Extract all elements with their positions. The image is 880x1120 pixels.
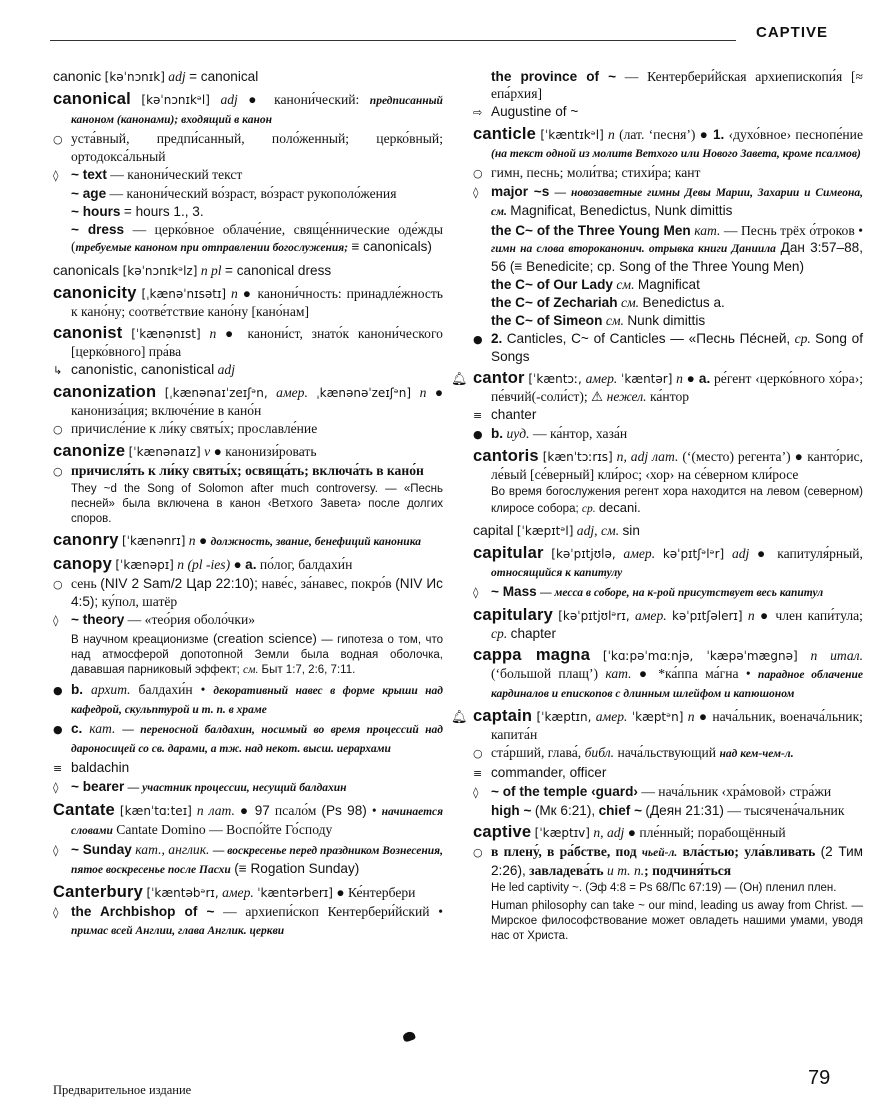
note: парадное облачение кардиналов и епископов с длинным шлейфом и капюшоном — [491, 669, 864, 700]
sense-bullet-icon: ● — [213, 444, 222, 459]
headword: canonic — [53, 68, 102, 84]
headword: cantor — [473, 369, 525, 387]
label: кат. — [89, 721, 116, 736]
definition: член капи́тула; — [775, 608, 863, 623]
see-label: см. — [605, 313, 624, 328]
part-of-speech: n — [608, 127, 615, 142]
sense-bullet-icon: ● — [53, 684, 63, 697]
diamond-icon: ◊ — [473, 786, 479, 799]
entry-cappa-magna: cappa magna [ˈkɑːpəˈmɑːnjə, ˈkæpəˈmægnə] n итал. (‘большой плащ’) кат. ● *ка́ппа ма́гна • парадное облачение кардиналов и епископов с длинным шлейфом и капюшоном — [473, 646, 864, 700]
part-of-speech: n, adj — [593, 825, 625, 840]
note: — переносной балдахин, носимый во время процессий над дароносицей со св. дарами, а тж. над некот. высш. иерархами — [71, 724, 443, 755]
headword: canonize — [53, 442, 126, 460]
pronunciation: [ˈkɑːpəˈmɑːnjə, ˈkæpəˈmægnə] — [602, 649, 798, 663]
bible-ref: (2 Тим 2:26), — [491, 844, 864, 878]
definition: ре́гент ‹церко́вного хо́ра›; пе́вчий(-соли́ст); — [491, 371, 864, 404]
page-number: 79 — [808, 1067, 831, 1089]
synonyms: завладева́ть — [529, 863, 604, 878]
part-of-speech: n — [209, 326, 217, 341]
label-amer: амер. — [585, 371, 618, 386]
example-text: В научном креационизме — [71, 634, 209, 646]
headword: canonicals — [53, 262, 120, 278]
headword: canonicity — [53, 284, 137, 302]
pronunciation-amer: kəˈpɪtʃᵊlᵊr] — [662, 547, 725, 561]
part-of-speech: n — [188, 533, 196, 548]
latin-phrase: Cantate Domino — [116, 822, 206, 837]
equivalent: (≡ Rogation Sunday) — [234, 861, 360, 876]
note: чьей-л. — [641, 847, 678, 859]
idiom-term: the province of ~ — [491, 69, 617, 84]
bible-ref: (NIV Ис 4:5); — [71, 576, 443, 609]
sense-label: a. — [698, 371, 711, 386]
label-amer: амер. — [276, 385, 308, 400]
example-text: Во время богослужения регент хора находится на левом (северном) клиросе собора; — [491, 486, 863, 515]
headword: capitular — [473, 544, 544, 562]
equivalent: commander, officer — [491, 765, 607, 780]
sense-label: b. — [71, 682, 84, 697]
usage-example: Human philosophy can take ~ our mind, leading us away from Christ. — Мирское философствование может овладеть нашими умами, уводя нас от Христа. — [491, 900, 863, 942]
entry-capital — [473, 522, 863, 540]
idiom-def: — «тео́рия оболо́чки» — [127, 612, 256, 627]
pronunciation: [ˌkænəˈnɪsətɪ] — [141, 287, 227, 301]
idiom-term: ~ hours — [71, 204, 121, 219]
entry-cantoris — [473, 448, 863, 517]
cf-label: ср. — [491, 626, 508, 641]
diamond-icon: ◊ — [473, 186, 479, 199]
part-of-speech: v — [204, 444, 211, 459]
note: (на текст одной из молитв Ветхого или Нового Завета, кроме псалмов) — [491, 148, 861, 160]
usage-example — [473, 485, 863, 517]
label-amer: амер. — [634, 608, 667, 623]
idiom-def: — Песнь трёх о́троков — [723, 223, 855, 238]
bible-ref: (NIV 2 Sam/2 Цар 22:10); — [100, 576, 258, 591]
definition: пле́нный; порабощённый — [639, 825, 786, 840]
equals-icon: ≡ — [53, 762, 63, 775]
pronunciation: [kəˈnɔnɪkᵊl] — [141, 93, 210, 107]
synonyms: в плену́, в ра́бстве, под — [491, 844, 637, 859]
sense-bullet-icon: ● — [53, 723, 63, 736]
label-amer: амер. — [222, 885, 254, 900]
idiom-def: — тысячена́чальник — [727, 803, 845, 818]
pronunciation: [kəˈpɪtjʊlə, — [551, 547, 616, 561]
part-of-speech: adj — [731, 546, 750, 561]
idiom-def: — участник процессии, несущий балдахин — [127, 782, 347, 794]
part-of-speech: adj — [217, 362, 235, 377]
sense-bullet-icon: ● — [239, 803, 250, 818]
pronunciation: [ˈkæntəbᵊrɪ, — [146, 886, 219, 900]
pronunciation: [ˈkæptɪn, — [536, 710, 592, 724]
diamond-icon: ◊ — [473, 586, 479, 599]
part-of-speech: n — [231, 286, 238, 301]
headword: canopy — [53, 555, 112, 573]
sense-label: b. — [491, 426, 504, 441]
warning-icon: ⚠ — [591, 389, 604, 404]
idiom-term: ~ theory — [71, 612, 125, 627]
cf-label: ср. — [581, 503, 596, 515]
etc-label: и т. п. — [607, 863, 645, 878]
circle-icon: ○ — [53, 465, 63, 478]
equivalent: baldachin — [71, 760, 130, 775]
cf-label: ср. — [794, 331, 811, 346]
synonyms: причисле́ние к ли́ку святы́х; прославле́ние — [71, 421, 318, 436]
idiom-def: — канони́ческий во́зраст, во́зраст рукополо́жения — [109, 186, 397, 201]
cross-reference: chapter — [510, 626, 556, 641]
diamond-icon: ◊ — [53, 781, 59, 794]
example-term: (creation science) — [212, 631, 317, 646]
pronunciation: [ˈkænənɪst] — [131, 327, 201, 341]
pronunciation: [kəˈnɔnɪk] — [104, 70, 165, 84]
definition: — ка́нтор, хаза́н — [532, 426, 628, 441]
cross-reference: Nunk dimittis — [627, 313, 706, 328]
label-amer: амер. — [623, 546, 656, 561]
left-column — [53, 68, 443, 945]
label: архит. — [91, 682, 131, 697]
headword: captain — [473, 707, 533, 725]
pronunciation-amer: ˈkæntər] — [621, 372, 673, 386]
pronunciation-amer: ˈkæntərberɪ] — [257, 886, 333, 900]
label-amer: амер. — [595, 709, 628, 724]
note: начинается словами — [71, 806, 444, 837]
pronunciation-amer: kəˈpɪtʃəlerɪ] — [671, 609, 743, 623]
idiom-def: — Кентербери́йская архиепископи́я [≈ епа́рхия] — [491, 69, 863, 101]
edition-note: Предварительное издание — [53, 1083, 192, 1097]
entry-capitular — [473, 545, 863, 602]
label: кат. — [605, 666, 632, 681]
see-arrow-icon: ⇨ — [473, 106, 483, 119]
etymology: (‘(место) регента’) — [682, 449, 791, 464]
label: итал. — [830, 648, 863, 663]
idiom-term: the C~ of the Three Young Men — [491, 223, 691, 238]
header-rule — [50, 40, 736, 41]
pronunciation: [ˈkæntɪkᵊl] — [540, 128, 604, 142]
part-of-speech: n — [419, 385, 427, 400]
part-of-speech: n, adj — [616, 449, 649, 464]
pronunciation: [kænˈtɑːteɪ] — [119, 804, 192, 818]
headword: capital — [473, 522, 514, 538]
synonyms: нача́льствующий — [617, 745, 717, 760]
circle-icon: ○ — [473, 846, 483, 859]
idiom-term: ~ dress — [71, 222, 125, 237]
sense-bullet-icon: ● — [199, 533, 208, 548]
idiom-term: ~ Sunday — [71, 842, 132, 857]
entry-canonical: canonical [kəˈnɔnɪkᵊl] adj ● канони́ческий: предписанный каноном (канонами); входящий в канон ○ уста́вный, предпи́санный, поло́женный; церко́вный; ортодокса́льный ◊ ~ text — канони́ческий текст ~ age — канони́ческий во́зраст, во́зраст рукополо́жения ~ hours = hours 1., 3. ~ dress — церко́вное облаче́ние, свяще́ннические оде́жды (требуемые каноном при отправлении богослужения; ≡ canonicals) — [53, 90, 443, 254]
bible-ref: Быт 1:7, 2:6, 7:11. — [261, 664, 356, 676]
circle-icon: ○ — [473, 167, 483, 180]
cross-reference: Benedictus a. — [642, 295, 725, 310]
plural-form: (pl -ies) — [187, 557, 231, 572]
diamond-icon: ◊ — [53, 906, 59, 919]
note: — новозаветные гимны Девы Марии, Захарии и Симеона, см. — [491, 187, 863, 218]
bible-ref: (Деян 21:31) — [645, 803, 724, 818]
translation: — Воспо́йте Го́споду — [209, 822, 333, 837]
cross-reference: Дан 3:57–88, 56 (≡ Benedicite; ср. Song of the Three Young Men) — [491, 240, 863, 274]
bell-icon: 🔔︎ — [451, 709, 468, 724]
label: лат. — [652, 449, 679, 464]
headword: canonical — [53, 90, 131, 108]
idiom-term: the C~ of Our Lady — [491, 277, 613, 292]
idiom-term: ~ bearer — [71, 779, 125, 794]
sense-bullet-icon: ● — [233, 557, 242, 572]
headword: Cantate — [53, 801, 115, 819]
circle-icon: ○ — [53, 133, 63, 146]
usage-example: He led captivity ~. (Эф 4:8 = Ps 68/Пс 67:19) — (Он) пленил плен. — [491, 882, 837, 894]
pronunciation: [ˈkænənrɪ] — [122, 534, 186, 548]
note: требуемые каноном при отправлении богослужения; — [75, 242, 349, 254]
synonyms: ста́рший, глава́, — [491, 745, 582, 760]
sense-label: 2. — [491, 331, 503, 346]
note: гимн на слова второканонич. отрывка книги Даниила — [491, 243, 776, 255]
circle-icon: ○ — [53, 423, 63, 436]
headword: canonry — [53, 531, 119, 549]
part-of-speech: n — [747, 608, 755, 623]
synonyms: ; подчиня́ться — [644, 863, 732, 878]
sense-label: c. — [71, 721, 83, 736]
cross-reference: Magnificat, Benedictus, Nunk dimittis — [510, 203, 733, 218]
sense-bullet-icon: ● — [473, 333, 483, 346]
idiom-def: — канони́ческий текст — [110, 167, 243, 182]
synonym: ку́пол, шатёр — [101, 594, 178, 609]
definition: канони́ст, знато́к канони́ческого [церко́вного] пра́ва — [71, 326, 443, 359]
entry-canterbury: Canterbury [ˈkæntəbᵊrɪ, амер. ˈkæntərberɪ] ● Ке́нтербери ◊ the Archbishop of ~ — архиепи́скоп Кентербери́йский • примас всей Англии, глава Англик. церкви — [53, 883, 443, 937]
pronunciation: [kəˈpɪtjʊlᵊrɪ, — [558, 609, 630, 623]
pronunciation: [kænˈtɔːrɪs] — [542, 450, 613, 464]
derivatives: canonistic, canonistical — [71, 361, 215, 377]
pronunciation: [ˈkænəpɪ] — [115, 558, 174, 572]
synonym: наве́с, за́навес, покро́в — [261, 576, 392, 591]
equivalent: chanter — [491, 407, 537, 422]
entry-cantor — [451, 369, 864, 443]
definition: Canticles, C~ of Canticles — «Песнь Пе́сней, — [506, 331, 791, 346]
cross-reference: decani. — [598, 500, 641, 515]
label: библ. — [584, 745, 615, 760]
synonyms: причисля́ть к ли́ку святы́х; освяща́ть; включа́ть в кано́н — [71, 463, 424, 478]
headword: cappa magna — [473, 646, 591, 664]
usage-example — [53, 631, 443, 678]
entry-canonic — [53, 68, 443, 86]
derivative-icon: ↳ — [53, 364, 63, 377]
sense-bullet-icon: ● — [698, 709, 709, 724]
entry-canonization — [53, 384, 443, 438]
idiom-term: ~ Mass — [491, 584, 537, 599]
running-head: CAPTIVE — [755, 24, 828, 41]
part-of-speech: n — [687, 709, 695, 724]
circle-icon: ○ — [473, 747, 483, 760]
note: декоративный навес в форме крыши над кафедрой, скульптурой и т. п. в храме — [71, 685, 443, 716]
pronunciation-amer: ˌkænənəˈzeɪʃᵊn] — [316, 386, 412, 400]
idiom-term: major ~s — [491, 184, 550, 199]
sense-bullet-icon: ● — [794, 449, 804, 464]
sense-bullet-icon: ● — [473, 428, 483, 441]
definition: должность, звание, бенефиций каноника — [210, 536, 421, 548]
cross-reference: sin — [622, 523, 640, 538]
definition: *ка́ппа ма́гна — [658, 666, 739, 681]
part-of-speech: adj — [168, 69, 186, 84]
diamond-icon: ◊ — [53, 844, 59, 857]
sense-bullet-icon: ● — [757, 546, 770, 561]
note: предписанный каноном (канонами); входящий в канон — [71, 95, 443, 126]
label: кат., англик. — [135, 842, 210, 857]
idiom-term: the C~ of Zechariah — [491, 295, 618, 310]
idiom-term: ~ text — [71, 167, 107, 182]
definition: псало́м — [274, 803, 317, 818]
sense-bullet-icon: ● — [638, 666, 651, 681]
idiom-def: — церко́вное облаче́ние, свяще́ннические оде́жды — [132, 222, 443, 237]
sense-label: a. — [245, 557, 257, 572]
definition: по́лог, балдахи́н — [259, 557, 353, 572]
idiom-def: = hours 1., 3. — [123, 204, 204, 219]
synonyms: вла́стью; ула́вливать — [682, 844, 816, 859]
definition: нача́льник, военача́льник; капита́н — [491, 709, 863, 742]
definition: канонизи́ровать — [225, 444, 317, 459]
diamond-icon: ◊ — [53, 614, 59, 627]
entry-captain — [451, 707, 863, 819]
definition: = canonical — [189, 69, 259, 84]
idiom-def: — нача́льник ‹хра́мовой› стра́жи — [641, 784, 832, 799]
label: иуд. — [506, 426, 530, 441]
synonyms: гимн, песнь; моли́тва; стихи́ра; кант — [491, 165, 701, 180]
pronunciation: [ˈkæpɪtᵊl] — [516, 524, 574, 538]
circle-icon: ○ — [53, 578, 63, 591]
definition: капитуля́рный, — [777, 546, 863, 561]
part-of-speech: n pl — [200, 263, 222, 278]
definition: ‹духо́вное› песнопе́ние — [728, 127, 863, 142]
headword: capitulary — [473, 606, 553, 624]
entry-capitulary — [473, 607, 863, 642]
pronunciation-amer: ˈkæptᵊn] — [631, 710, 684, 724]
entry-canterbury-continued — [473, 68, 863, 121]
definition: канони́чность: принадле́жность к кано́ну; соотве́тствие кано́ну [кано́нам] — [71, 286, 443, 319]
note: — месса в соборе, на к-рой присутствует весь капитул — [540, 587, 824, 599]
sense-bullet-icon: ● — [225, 326, 239, 341]
example-text: — гипотеза о том, что над атмосферой допотопной Земли была водная оболочка, дававшая парниковый эффект; — [71, 634, 443, 676]
etymology: (лат. ‘песня’) — [619, 127, 696, 142]
bell-icon: 🔔︎ — [451, 371, 468, 386]
idiom-term: chief ~ — [598, 803, 643, 818]
definition: ка́нтор — [649, 389, 690, 404]
idiom-def: — архиепи́скоп Кентербери́йский — [223, 904, 430, 919]
pronunciation: [ˌkænənaɪˈzeɪʃᵊn, — [164, 386, 268, 400]
part-of-speech: n — [676, 371, 683, 386]
idiom-term: ~ age — [71, 186, 107, 201]
definition: канони́ческий: — [274, 92, 360, 107]
entry-canopy: canopy [ˈkænəpɪ] n (pl -ies) ● a. по́лог, балдахи́н ○ сень (NIV 2 Sam/2 Цар 22:10); наве́с, за́навес, покро́в (NIV Ис 4:5); ку́пол, шатёр ◊ ~ theory — «тео́рия оболо́чки» В научном креационизме (creation science) — гипотеза о том, что над атмосферой допотопной Земли была водная оболочка, дававшая парниковый эффект; см. Быт 1:7, 2:6, 7:11. ● b. архит. балдахи́н • декоративный навес в форме крыши над кафедрой, скульптурой и т. п. в храме ● c. кат. — переносной балдахин, носимый во время процессий над дароносицей со св. дарами, а тж. над некот. высш. иерархами ≡ baldachin ◊ ~ bearer — участник процессии, несущий балдахин — [53, 555, 443, 794]
sense-bullet-icon: ● — [242, 286, 253, 301]
label: кат. — [694, 223, 721, 238]
cross-reference: Song of Songs — [491, 331, 863, 364]
entry-cantate: Cantate [kænˈtɑːteɪ] n лат. ● 97 псало́м (Ps 98) • начинается словами Cantate Domino — Воспо́йте Го́споду ◊ ~ Sunday кат., англик. — воскресенье перед праздником Вознесения, пятое воскресенье после Пасхи (≡ Rogation Sunday) — [53, 801, 444, 876]
sense-bullet-icon: ● — [434, 385, 444, 400]
equals-icon: ≡ — [473, 767, 483, 780]
synonyms: уста́вный, предпи́санный, поло́женный; церко́вный; ортодокса́льный — [71, 131, 443, 164]
headword: cantoris — [473, 447, 539, 465]
idiom-term: the Archbishop of ~ — [71, 904, 215, 919]
running-header — [50, 24, 828, 44]
sense-bullet-icon: ● — [686, 371, 696, 386]
pronunciation: [ˈkæptɪv] — [534, 826, 590, 840]
part-of-speech: n — [196, 803, 204, 818]
definition: канониза́ция; включе́ние в кано́н — [71, 403, 262, 418]
right-column — [451, 68, 864, 949]
see-label: см. — [616, 277, 635, 292]
part-of-speech: adj — [220, 92, 238, 107]
idiom-term: ~ of the temple ‹guard› — [491, 784, 638, 799]
bible-ref: (Мк 6:21), — [534, 803, 596, 818]
headword: canticle — [473, 125, 537, 143]
diamond-icon: ◊ — [53, 169, 59, 182]
note: относящийся к капитулу — [491, 567, 623, 579]
note: над кем-чем-л. — [719, 748, 794, 760]
note: примас всей Англии, глава Англик. церкви — [71, 925, 285, 937]
pronunciation: [kəˈnɔnɪkᵊlz] — [122, 264, 198, 278]
entry-canticle: canticle [ˈkæntɪkᵊl] n (лат. ‘песня’) ● 1. ‹духо́вное› песнопе́ние (на текст одной из молитв Ветхого или Нового Завета, кроме псалмов) ○ гимн, песнь; моли́тва; стихи́ра; кант ◊ major ~s — новозаветные гимны Девы Марии, Захарии и Симеона, см. Magnificat, Benedictus, Nunk dimittis the C~ of the Three Young Men кат. — Песнь трёх о́троков • гимн на слова второканонич. отрывка книги Даниила Дан 3:57–88, 56 (≡ Benedicite; ср. Song of the Three Young Men) the C~ of Our Lady см. Magnificat the C~ of Zechariah см. Benedictus a. the C~ of Simeon см. Nunk dimittis ● 2. Canticles, C~ of Canticles — «Песнь Пе́сней, ср. Song of Songs — [473, 125, 863, 364]
sense-bullet-icon: ● — [699, 127, 709, 142]
part-of-speech: adj, — [576, 523, 598, 538]
definition: = canonical dress — [225, 263, 332, 278]
usage-example: They ~d the Song of Solomon after much controversy. — «Песнь песней» была включена в канон ‹Ветхого Завета› после долгих споров. — [71, 483, 443, 525]
entry-captive — [473, 824, 863, 944]
pronunciation: [ˈkæntɔː, — [528, 372, 582, 386]
entry-canonicals — [53, 262, 443, 280]
note: — воскресенье перед праздником Вознесения, пятое воскресенье после Пасхи — [71, 845, 443, 876]
headword: captive — [473, 823, 532, 841]
bible-ref: (Ps 98) — [321, 803, 367, 818]
warning-label: нежел. — [606, 389, 647, 404]
idiom-term: the C~ of Simeon — [491, 313, 603, 328]
psalm-number: 97 — [254, 803, 270, 818]
see-label: см. — [620, 295, 640, 310]
part-of-speech: n — [810, 648, 818, 663]
headword: canonization — [53, 383, 157, 401]
sense-bullet-icon: ● — [336, 885, 345, 900]
definition: балдахи́н — [138, 682, 193, 697]
etymology: (‘большой плащ’) — [491, 666, 599, 681]
ink-blot — [402, 1030, 416, 1043]
entry-canonicity — [53, 285, 443, 320]
sense-label: 1. — [712, 127, 725, 142]
see-label: см. — [243, 664, 259, 676]
sense-bullet-icon: ● — [759, 608, 771, 623]
pronunciation: [ˈkænənaɪz] — [128, 445, 201, 459]
part-of-speech: n — [177, 557, 185, 572]
idiom-term: high ~ — [491, 803, 532, 818]
headword: Canterbury — [53, 883, 144, 901]
sense-bullet-icon: ● — [248, 92, 264, 107]
synonym: сень — [71, 576, 97, 591]
cross-reference: Magnificat — [637, 277, 700, 292]
entry-canonist — [53, 325, 443, 379]
see-label: см. — [600, 523, 620, 538]
headword: canonist — [53, 324, 123, 342]
cross-reference[interactable]: Augustine of ~ — [491, 104, 579, 119]
label: лат. — [208, 803, 235, 818]
synonym-ref: ≡ canonicals) — [351, 239, 432, 254]
equals-icon: ≡ — [473, 409, 483, 422]
definition: канто́рис, ле́вый [се́верный] кли́рос; ‹хор› на се́верном кли́росе — [491, 449, 864, 482]
entry-canonize — [53, 443, 443, 527]
entry-canonry — [53, 532, 443, 551]
sense-bullet-icon: ● — [627, 825, 636, 840]
definition: Ке́нтербери — [347, 885, 416, 900]
